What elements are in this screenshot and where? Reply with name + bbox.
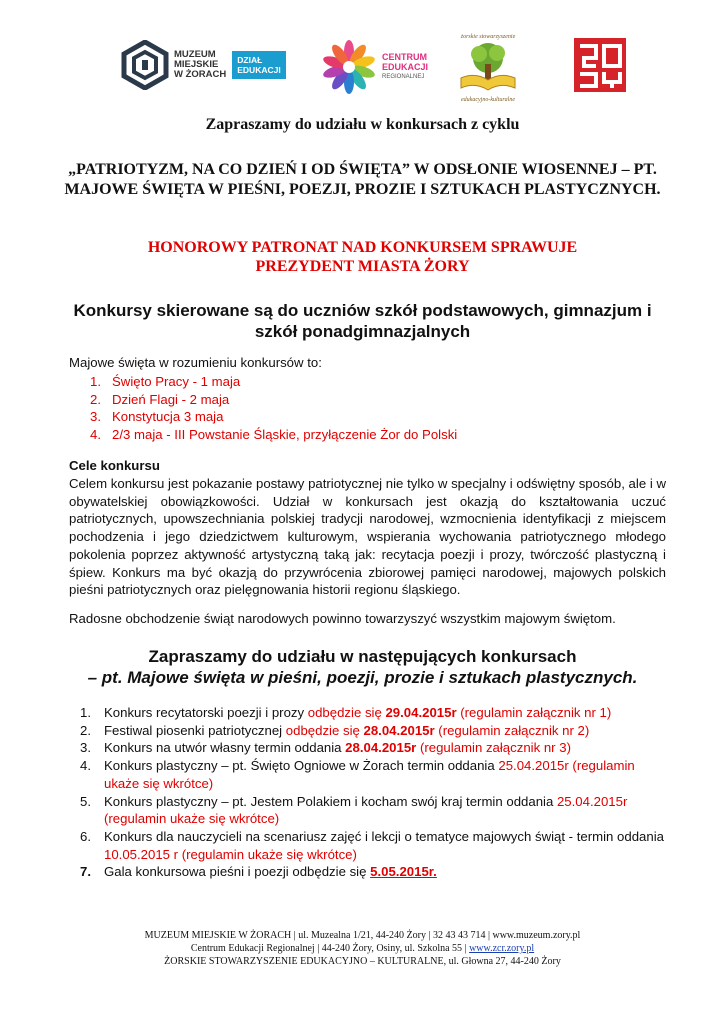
- list-item: [90, 391, 457, 409]
- ced-line3: REGIONALNEJ: [382, 74, 425, 80]
- item-number: 1.: [90, 374, 101, 389]
- item-desc: Gala konkursowa pieśni i poezji odbędzie się: [104, 864, 371, 880]
- item-date: 28.04.2015r: [345, 740, 417, 756]
- contests-title: Zapraszamy do udziału w następujących konkursach: [148, 647, 577, 666]
- item-number: 4.: [80, 758, 91, 774]
- patronage-heading: [60, 238, 665, 276]
- item-when: odbędzie się: [307, 705, 386, 720]
- item-number: 3.: [80, 740, 91, 756]
- list-item: [90, 426, 457, 444]
- item-date: 29.04.2015r: [385, 705, 457, 720]
- list-item: [80, 739, 670, 757]
- item-rules: (regulamin załącznik nr 3): [416, 740, 571, 756]
- cycle-title: „PATRIOTYZM, NA CO DZIEŃ I OD ŚWIĘTA” W ODSŁONIE WIOSENNEJ – PT. MAJOWE ŚWIĘTA W PIEŚNI, POEZJI, PROZIE I SZTUKACH PLASTYCZNYCH.: [64, 161, 661, 198]
- zcr-link[interactable]: www.zcr.zory.pl: [469, 943, 535, 954]
- item-text: [104, 739, 670, 757]
- muzeum-line3: W ŻORACH: [174, 69, 227, 80]
- footer: [0, 929, 725, 968]
- stow-top-text: żorskie stowarzyszenie: [460, 34, 516, 40]
- muzeum-emblem-icon: [120, 40, 170, 90]
- goals-paragraph: Celem konkursu jest pokazanie postawy patriotycznej nie tylko w specjalny i odświętny sposób, ale i w obywatelskiej obowiązkowości. Udział w konkursach jest okazją do kształtowania uczuć patriotycznych, upowszechniania polskiej tradycji narodowej, wzmocnienia identyfikacji z miejscem pochodzenia i jego dziedzictwem kulturowym, wspierania wychowania patriotycznego młodego pokolenia poprzez aktywność artystyczną taką jak: recytacja poezji i prozy, twórczość plastyczną i śpiew. Konkurs ma być okazją do przywrócenia zbiorowej pamięci narodowej, majowych polskich pieśni patriotycznych oraz pielęgnowania historii regionu śląskiego.: [69, 476, 666, 598]
- item-number: 4.: [90, 427, 101, 443]
- list-item: [80, 722, 670, 740]
- item-text: [104, 863, 670, 881]
- item-rules: (regulamin ukaże się wkrótce): [104, 811, 280, 827]
- item-number: 6.: [80, 828, 91, 844]
- item-date: 10.05.2015 r: [104, 846, 179, 862]
- stow-bottom-text: edukacyjno-kulturalne: [461, 97, 515, 103]
- ced-line2: EDUKACJI: [382, 62, 429, 72]
- contests-list: [80, 704, 670, 881]
- item-text: [104, 793, 670, 828]
- ced-logo-text: [382, 52, 428, 82]
- item-text: Święto Pracy - 1 maja: [112, 374, 241, 389]
- holidays-intro: Majowe święta w rozumieniu konkursów to:: [69, 355, 322, 370]
- item-date: 25.04.2015r: [556, 793, 628, 809]
- muzeum-logo-text: [174, 50, 226, 80]
- item-text: 2/3 maja - III Powstanie Śląskie, przyłączenie Żor do Polski: [112, 427, 458, 443]
- item-text: [104, 704, 670, 722]
- item-text: [104, 757, 670, 792]
- list-item: [80, 704, 670, 722]
- red-square-logo: [574, 38, 626, 97]
- muzeum-line1: MUZEUM: [174, 49, 216, 60]
- audience-heading: Konkursy skierowane są do uczniów szkół podstawowych, gimnazjum i szkół ponadgimnazjalnych: [73, 301, 652, 341]
- dzial-line1: DZIAŁ: [237, 55, 263, 65]
- footer-line1: MUZEUM MIEJSKIE W ŻORACH | ul. Muzealna 1/21, 44-240 Żory | 32 43 43 714 | www.muzeum.zory.pl: [144, 930, 581, 941]
- item-text: [104, 828, 670, 863]
- holidays-list: [90, 373, 457, 444]
- item-desc: Konkurs plastyczny – pt. Święto Ogniowe w Żorach termin oddania: [104, 758, 499, 774]
- item-text: [104, 722, 670, 740]
- muzeum-logo: [120, 40, 286, 90]
- patronage-line2: PREZYDENT MIASTA ŻORY: [255, 258, 470, 275]
- item-number: 5.: [80, 793, 91, 809]
- patronage-line1: HONOROWY PATRONAT NAD KONKURSEM SPRAWUJE: [147, 239, 578, 256]
- item-date: 28.04.2015r: [363, 722, 435, 738]
- flower-icon: [320, 38, 378, 96]
- logo-bar: [0, 34, 725, 104]
- item-rules: (regulamin ukaże się wkrótce): [178, 846, 357, 862]
- ced-line1: CENTRUM: [382, 52, 427, 62]
- item-number: 7.: [80, 864, 91, 880]
- item-number: 1.: [80, 705, 91, 720]
- list-item: [80, 863, 670, 881]
- footer-line2-text: Centrum Edukacji Regionalnej | 44-240 Żory, Osiny, ul. Szkolna 55 |: [190, 943, 470, 954]
- invite-heading: Zapraszamy do udziału w konkursach z cyklu: [205, 116, 520, 133]
- item-text: Konstytucja 3 maja: [112, 409, 224, 425]
- goals-title: Cele konkursu: [69, 458, 160, 473]
- item-desc: Konkurs recytatorski poezji i prozy: [104, 705, 308, 720]
- item-rules: (regulamin ukaże się wkrótce): [104, 758, 635, 791]
- item-date: 5.05.2015r.: [370, 864, 437, 880]
- tree-book-icon: [455, 40, 521, 92]
- footer-line2: [0, 942, 725, 955]
- item-desc: Festiwal piosenki patriotycznej: [104, 722, 286, 738]
- item-rules: (regulamin załącznik nr 1): [456, 705, 612, 720]
- item-rules: (regulamin załącznik nr 2): [434, 722, 590, 738]
- list-item: [90, 408, 457, 426]
- list-item: [90, 373, 457, 391]
- dzial-edukacji-badge: [232, 51, 285, 79]
- red-glyph-icon: [574, 38, 626, 92]
- item-text: Dzień Flagi - 2 maja: [112, 391, 230, 407]
- list-item: [80, 757, 670, 792]
- item-when: odbędzie się: [285, 722, 364, 738]
- centrum-edukacji-logo: [320, 38, 428, 96]
- list-item: [80, 793, 670, 828]
- footer-line3: ŻORSKIE STOWARZYSZENIE EDUKACYJNO – KULTURALNE, ul. Głowna 27, 44-240 Żory: [164, 956, 561, 967]
- muzeum-line2: MIEJSKIE: [174, 59, 219, 70]
- item-number: 2.: [90, 391, 101, 407]
- dzial-line2: EDUKACJI: [237, 65, 281, 75]
- item-desc: Konkurs dla nauczycieli na scenariusz zajęć i lekcji o tematyce majowych świąt - termin oddania: [104, 828, 664, 844]
- item-desc: Konkurs plastyczny – pt. Jestem Polakiem i kocham swój kraj termin oddania: [104, 793, 557, 809]
- item-number: 3.: [90, 409, 101, 425]
- contests-heading: [60, 646, 665, 688]
- item-desc: Konkurs na utwór własny termin oddania: [104, 740, 346, 756]
- stowarzyszenie-logo: [455, 34, 521, 103]
- goals-body: [69, 475, 666, 599]
- item-date: 25.04.2015r: [498, 758, 569, 774]
- item-number: 2.: [80, 722, 91, 738]
- list-item: [80, 828, 670, 863]
- contests-subtitle: – pt. Majowe święta w pieśni, poezji, prozie i sztukach plastycznych.: [87, 668, 638, 687]
- goals-closing: Radosne obchodzenie świąt narodowych powinno towarzyszyć wszystkim majowym świętom.: [69, 611, 616, 626]
